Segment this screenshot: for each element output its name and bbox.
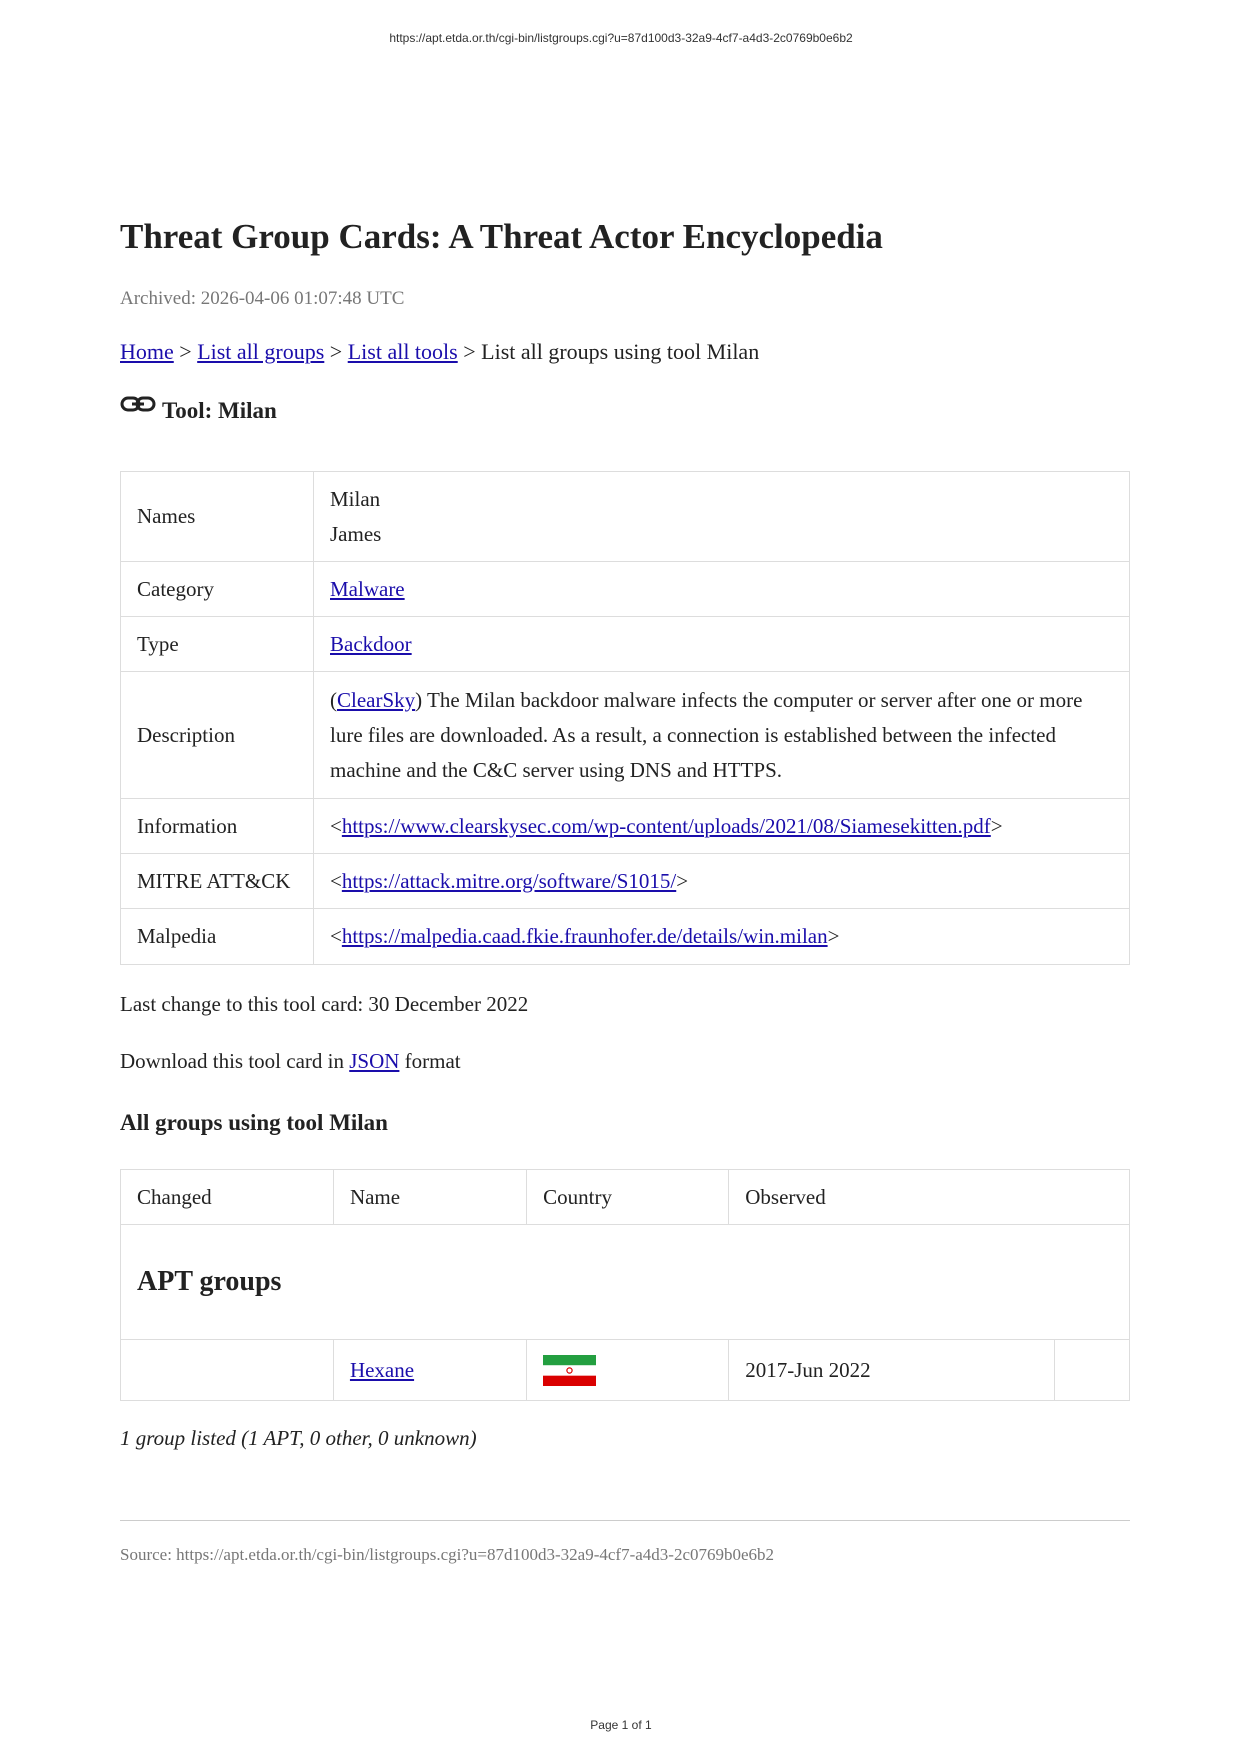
names-label: Names	[121, 472, 314, 562]
type-value	[314, 617, 1130, 672]
angle-open: <	[330, 813, 342, 838]
group-country-cell	[527, 1340, 729, 1401]
type-link[interactable]: Backdoor	[330, 631, 412, 656]
breadcrumb-separator: >	[457, 339, 482, 364]
print-header-url: https://apt.etda.or.th/cgi-bin/listgroups.cgi?u=87d100d3-32a9-4cf7-a4d3-2c0769b0e6b2	[389, 31, 853, 45]
breadcrumb-list-groups-link[interactable]: List all groups	[197, 339, 325, 364]
column-header-changed: Changed	[121, 1170, 334, 1225]
archived-timestamp: Archived: 2026-04-06 01:07:48 UTC	[120, 288, 405, 309]
page-number: Page 1 of 1	[590, 1718, 652, 1732]
mitre-value	[314, 854, 1130, 909]
last-change-text: Last change to this tool card: 30 December 2022	[120, 992, 529, 1016]
description-open-paren: (	[330, 687, 337, 712]
column-header-observed: Observed	[729, 1170, 1130, 1225]
information-label: Information	[121, 799, 314, 854]
angle-close: >	[990, 813, 1003, 838]
breadcrumb-separator: >	[324, 339, 348, 364]
mitre-label: MITRE ATT&CK	[121, 854, 314, 909]
type-label: Type	[121, 617, 314, 672]
table-row	[121, 672, 1130, 799]
description-text: ) The Milan backdoor malware infects the computer or server after one or more lure files are downloaded. As a result, a connection is established between the infected machine and the C&C server using DNS and HTTPS.	[330, 687, 1083, 782]
source-url: Source: https://apt.etda.or.th/cgi-bin/listgroups.cgi?u=87d100d3-32a9-4cf7-a4d3-2c0769b0e6b2	[120, 1545, 775, 1564]
angle-open: <	[330, 924, 342, 948]
download-text-after: format	[399, 1049, 461, 1073]
json-download-link[interactable]: JSON	[349, 1049, 400, 1073]
malpedia-link[interactable]: https://malpedia.caad.fkie.fraunhofer.de/details/win.milan	[341, 924, 828, 948]
group-extra-cell	[1055, 1340, 1130, 1401]
table-row	[121, 854, 1130, 909]
category-value	[314, 562, 1130, 617]
clearsky-source-link[interactable]: ClearSky	[337, 687, 416, 712]
breadcrumb-separator: >	[173, 339, 198, 364]
download-text-before: Download this tool card in	[120, 1049, 350, 1073]
information-link[interactable]: https://www.clearskysec.com/wp-content/uploads/2021/08/Siamesekitten.pdf	[341, 813, 991, 838]
names-value	[314, 472, 1130, 562]
tool-heading-text: Tool: Milan	[162, 398, 277, 423]
iran-flag-icon	[543, 1355, 596, 1386]
malpedia-label: Malpedia	[121, 909, 314, 965]
divider	[120, 1520, 1130, 1521]
column-header-country: Country	[527, 1170, 729, 1225]
angle-close: >	[676, 868, 689, 893]
group-link-hexane[interactable]: Hexane	[349, 1357, 415, 1382]
groups-table	[120, 1169, 1130, 1401]
groups-summary: 1 group listed (1 APT, 0 other, 0 unknown)	[120, 1426, 477, 1450]
apt-groups-section-label: APT groups	[121, 1225, 1130, 1340]
download-line	[120, 1049, 461, 1074]
breadcrumb	[120, 339, 759, 365]
group-observed-cell: 2017-Jun 2022	[729, 1340, 1055, 1401]
page-title: Threat Group Cards: A Threat Actor Encyclopedia	[120, 217, 883, 256]
angle-open: <	[330, 868, 342, 893]
table-row	[121, 617, 1130, 672]
tool-heading	[120, 398, 277, 424]
category-link[interactable]: Malware	[330, 576, 405, 601]
table-section-row	[121, 1225, 1130, 1340]
group-changed-cell	[121, 1340, 334, 1401]
groups-heading: All groups using tool Milan	[120, 1110, 388, 1135]
table-row	[121, 472, 1130, 562]
column-header-name: Name	[333, 1170, 526, 1225]
table-row	[121, 909, 1130, 965]
description-value	[314, 672, 1130, 799]
category-label: Category	[121, 562, 314, 617]
breadcrumb-home-link[interactable]: Home	[120, 339, 174, 364]
group-name-cell	[333, 1340, 526, 1401]
mitre-link[interactable]: https://attack.mitre.org/software/S1015/	[341, 868, 677, 893]
link-icon	[120, 394, 156, 416]
angle-close: >	[827, 924, 840, 948]
malpedia-value	[314, 909, 1130, 965]
information-value	[314, 799, 1130, 854]
name-item: James	[330, 521, 382, 546]
name-item: Milan	[330, 486, 381, 511]
table-row	[121, 562, 1130, 617]
table-row	[121, 1340, 1130, 1401]
table-row	[121, 799, 1130, 854]
description-label: Description	[121, 672, 314, 799]
table-header-row	[121, 1170, 1130, 1225]
breadcrumb-current: List all groups using tool Milan	[481, 339, 760, 364]
breadcrumb-list-tools-link[interactable]: List all tools	[347, 339, 458, 364]
tool-info-table	[120, 471, 1130, 965]
